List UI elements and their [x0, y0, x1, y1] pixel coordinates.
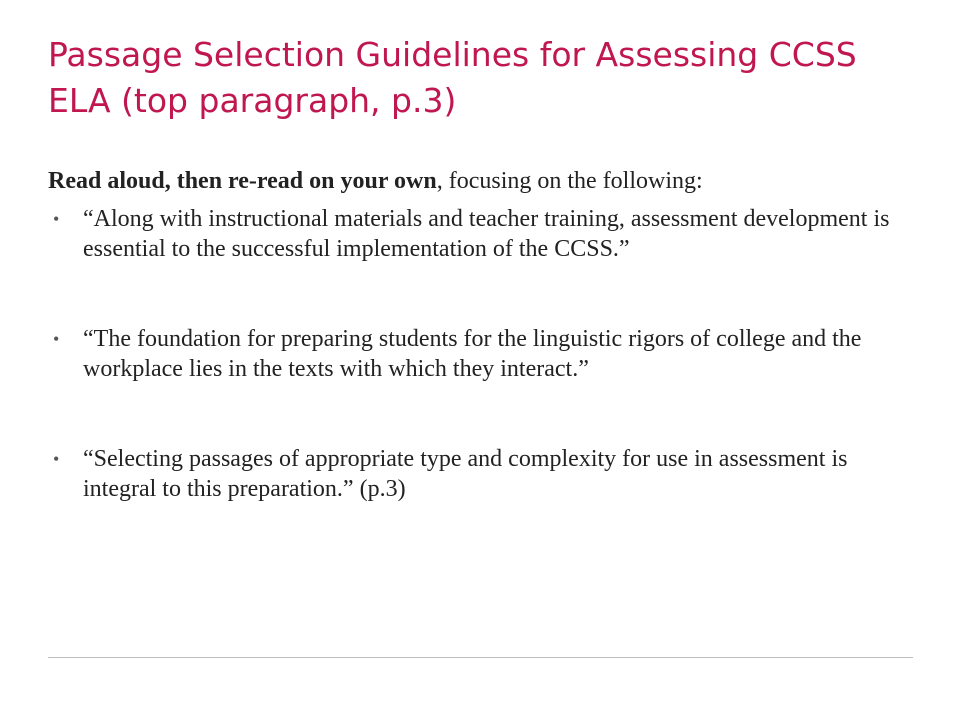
- bullet-dot-icon: •: [53, 449, 60, 469]
- bullet-text: “The foundation for preparing students for the linguistic rigors of college and the workplace lies in the texts with which they interact.”: [83, 326, 862, 382]
- bullet-dot-icon: •: [53, 329, 60, 349]
- bullet-text: “Along with instructional materials and teacher training, assessment development is essential to the successful implementation of the CCSS.”: [83, 206, 890, 262]
- bullet-list: [48, 204, 916, 504]
- bullet-dot-icon: •: [53, 209, 60, 229]
- bullet-item: [48, 204, 916, 264]
- footer-divider: [48, 657, 913, 658]
- bullet-item: [48, 444, 916, 504]
- intro-rest-text: , focusing on the following:: [436, 168, 703, 194]
- bullet-text: “Selecting passages of appropriate type and complexity for use in assessment is integral to this preparation.” (p.3): [83, 446, 848, 502]
- intro-bold-text: Read aloud, then re-read on your own: [48, 168, 437, 194]
- slide-title: Passage Selection Guidelines for Assessing CCSS ELA (top paragraph, p.3): [48, 35, 857, 120]
- bullet-item: [48, 324, 916, 384]
- intro-line: [48, 166, 916, 196]
- slide-content: [48, 166, 916, 504]
